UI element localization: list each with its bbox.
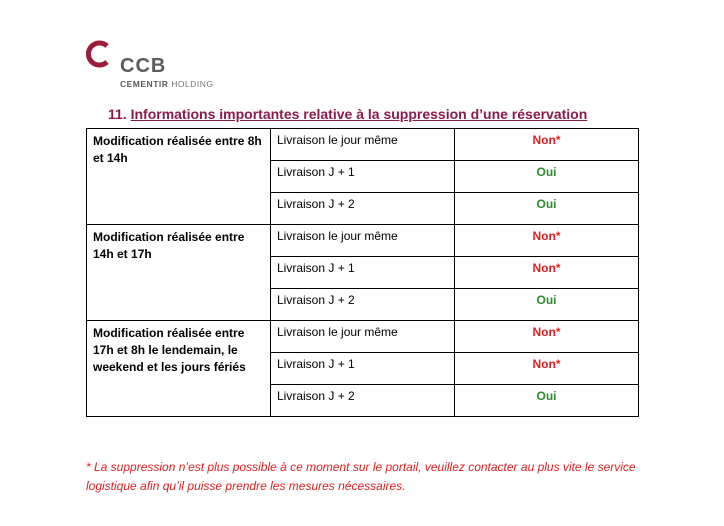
- delivery-cell: Livraison J + 2: [271, 385, 455, 417]
- condition-cell: Modification réalisée entre 8h et 14h: [87, 129, 271, 225]
- condition-cell: Modification réalisée entre 14h et 17h: [87, 225, 271, 321]
- answer-cell: Non*: [455, 321, 639, 353]
- answer-cell: Non*: [455, 129, 639, 161]
- delivery-cell: Livraison le jour même: [271, 225, 455, 257]
- section-number: 11.: [108, 106, 127, 122]
- table-row: [87, 225, 639, 257]
- answer-cell: Oui: [455, 289, 639, 321]
- answer-cell: Non*: [455, 257, 639, 289]
- delivery-cell: Livraison J + 2: [271, 193, 455, 225]
- delivery-cell: Livraison J + 1: [271, 353, 455, 385]
- delivery-cell: Livraison J + 1: [271, 161, 455, 193]
- delivery-cell: Livraison J + 1: [271, 257, 455, 289]
- answer-cell: Oui: [455, 193, 639, 225]
- table-row: [87, 129, 639, 161]
- logo-name: CCB: [120, 55, 167, 77]
- delivery-cell: Livraison J + 2: [271, 289, 455, 321]
- answer-cell: Oui: [455, 385, 639, 417]
- table-row: [87, 321, 639, 353]
- answer-cell: Oui: [455, 161, 639, 193]
- company-logo: [85, 38, 225, 93]
- logo-subtitle: CEMENTIR HOLDING: [120, 79, 214, 89]
- reservation-cancellation-table: [86, 128, 639, 417]
- delivery-cell: Livraison le jour même: [271, 129, 455, 161]
- section-title: [108, 106, 587, 122]
- answer-cell: Non*: [455, 225, 639, 257]
- condition-cell: Modification réalisée entre 17h et 8h le lendemain, le weekend et les jours fériés: [87, 321, 271, 417]
- answer-cell: Non*: [455, 353, 639, 385]
- footnote: * La suppression n’est plus possible à ce moment sur le portail, veuillez contacter au plus vite le service logistique afin qu’il puisse prendre les mesures nécessaires.: [86, 460, 636, 493]
- delivery-cell: Livraison le jour même: [271, 321, 455, 353]
- section-title-text: Informations importantes relative à la suppression d’une réservation: [130, 106, 588, 122]
- ccb-logo-icon: [85, 40, 113, 68]
